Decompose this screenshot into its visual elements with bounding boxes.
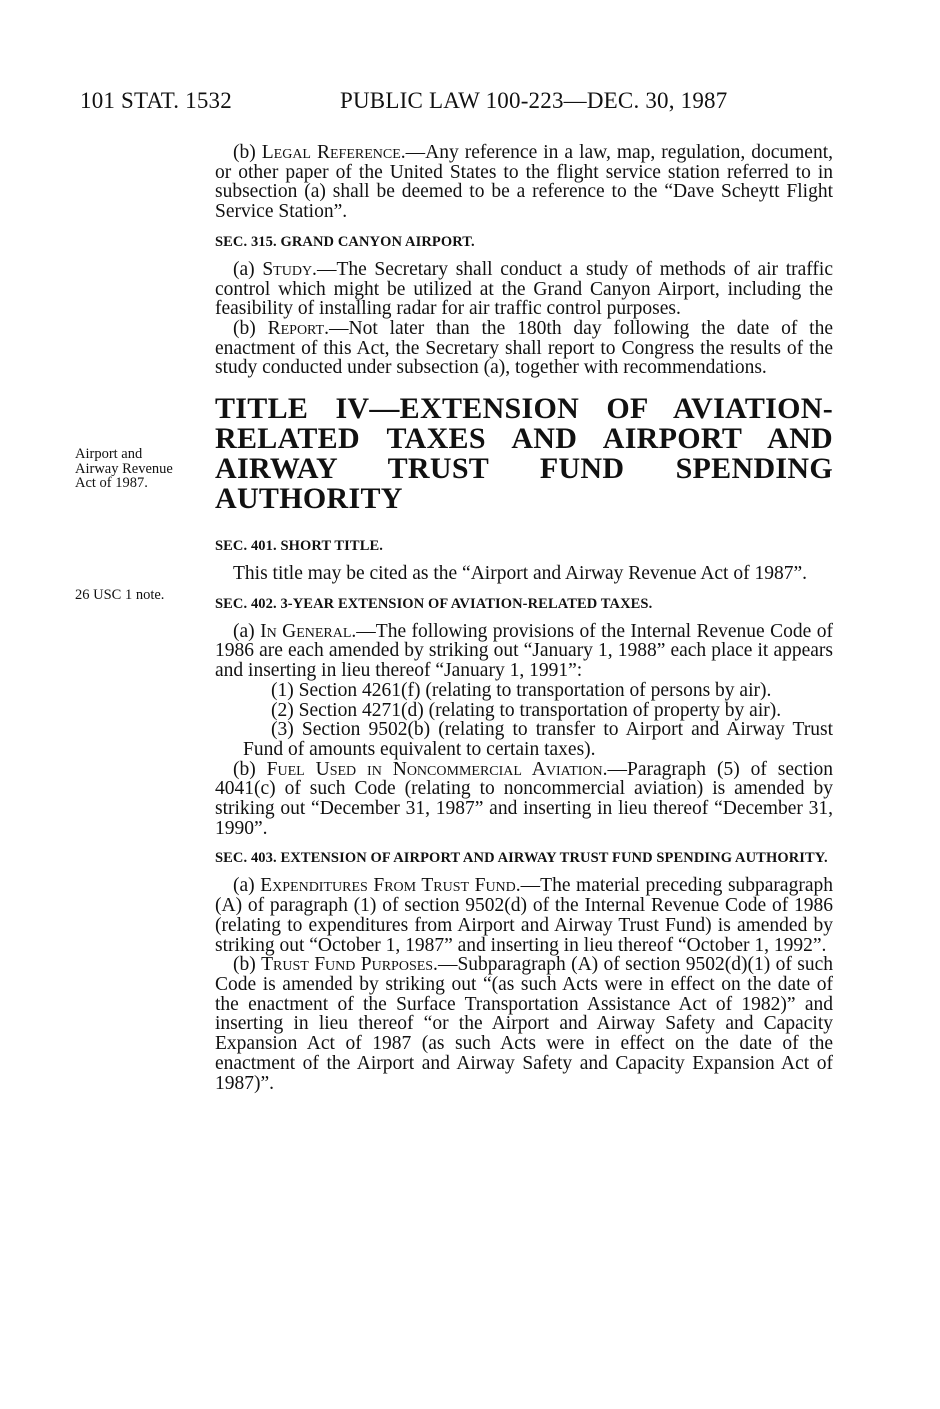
- paragraph-402b: (b) Fuel Used in Noncommercial Aviation.—Paragraph (5) of section 4041(c) of such Code (relating to noncommercial aviation) is amended by striking out “December 31, 1987” and inserting in lieu thereof “December 31, 1990”.: [215, 758, 833, 839]
- margin-note-line: Airway Revenue: [75, 460, 173, 477]
- subsection-heading: Expenditures From Trust Fund.: [260, 875, 521, 897]
- section-403-heading: SEC. 403. EXTENSION OF AIRPORT AND AIRWAY TRUST FUND SPENDING AUTHORITY.: [215, 850, 828, 867]
- list-item: (1) Section 4261(f) (relating to transportation of persons by air).: [271, 679, 772, 701]
- section-402-heading: SEC. 402. 3-YEAR EXTENSION OF AVIATION-RELATED TAXES.: [215, 595, 653, 612]
- paragraph-403b: (b) Trust Fund Purposes.—Subparagraph (A) of section 9502(d)(1) of such Code is amended by striking out “(as such Acts were in effect on the date of the enactment of the Surface Transportation Assistance Act of 1982)” and inserting in lieu thereof “or the Airport and Airway Safety and Capacity Expansion Act of 1987 (as such Acts were in effect on the date of the enactment of the Airport and Airway Safety and Capacity Expansion Act of 1987)”.: [215, 954, 833, 1094]
- subsection-heading: Study.: [262, 258, 317, 280]
- paragraph-315b: (b) Report.—Not later than the 180th day following the date of the enactment of this Act, the Secretary shall report to Congress the results of the study conducted under subsection (a), together with recommendations.: [215, 317, 833, 379]
- section-315-heading: SEC. 315. GRAND CANYON AIRPORT.: [215, 233, 475, 250]
- subsection-heading: Fuel Used in Noncommercial Aviation.: [266, 758, 608, 780]
- list-item: (3) Section 9502(b) (relating to transfer to Airport and Airway Trust Fund of amounts equivalent to certain taxes).: [243, 719, 833, 760]
- paragraph-314b: (b) Legal Reference.—Any reference in a law, map, regulation, document, or other paper of the United States to the flight service station referred to in subsection (a) shall be deemed to be a reference to the “Dave Scheytt Flight Service Station”.: [215, 142, 833, 223]
- subsection-heading: Legal Reference.: [261, 142, 406, 163]
- stat-citation: 101 STAT. 1532: [80, 88, 232, 113]
- paragraph-315a: (a) Study.—The Secretary shall conduct a study of methods of air traffic control which might be utilized at the Grand Canyon Airport, including the feasibility of installing radar for air traffic control purposes.: [215, 258, 833, 320]
- subsection-heading: Report.: [267, 317, 329, 339]
- paragraph-402a: (a) In General.—The following provisions of the Internal Revenue Code of 1986 are each amended by striking out “January 1, 1988” each place it appears and inserting in lieu thereof “January 1, 1991”:: [215, 620, 833, 682]
- paragraph-401: This title may be cited as the “Airport and Airway Revenue Act of 1987”.: [233, 563, 808, 585]
- paragraph-403a: (a) Expenditures From Trust Fund.—The material preceding subparagraph (A) of paragraph (1) of section 9502(d) of the Internal Revenue Code of 1986 (relating to expenditures from Airport and Airway Trust Fund) is amended by striking out “October 1, 1987” and inserting in lieu thereof “October 1, 1992”.: [215, 875, 833, 956]
- title-iv-heading: TITLE IV—EXTENSION OF AVIATION-RELATED TAXES AND AIRPORT AND AIRWAY TRUST FUND SPENDING AUTHORITY: [215, 392, 833, 516]
- statute-body: [215, 143, 833, 1093]
- law-citation: PUBLIC LAW 100-223—DEC. 30, 1987: [340, 88, 728, 113]
- margin-note-title-iv: [75, 447, 210, 491]
- margin-note-line: Act of 1987.: [75, 475, 148, 491]
- margin-note-usc: 26 USC 1 note.: [75, 587, 165, 603]
- subsection-heading: In General.: [260, 620, 357, 642]
- section-401-heading: SEC. 401. SHORT TITLE.: [215, 538, 383, 555]
- margin-note-line: Airport and: [75, 446, 143, 462]
- subsection-heading: Trust Fund Purposes.: [261, 954, 438, 976]
- list-item: (2) Section 4271(d) (relating to transportation of property by air).: [271, 699, 782, 721]
